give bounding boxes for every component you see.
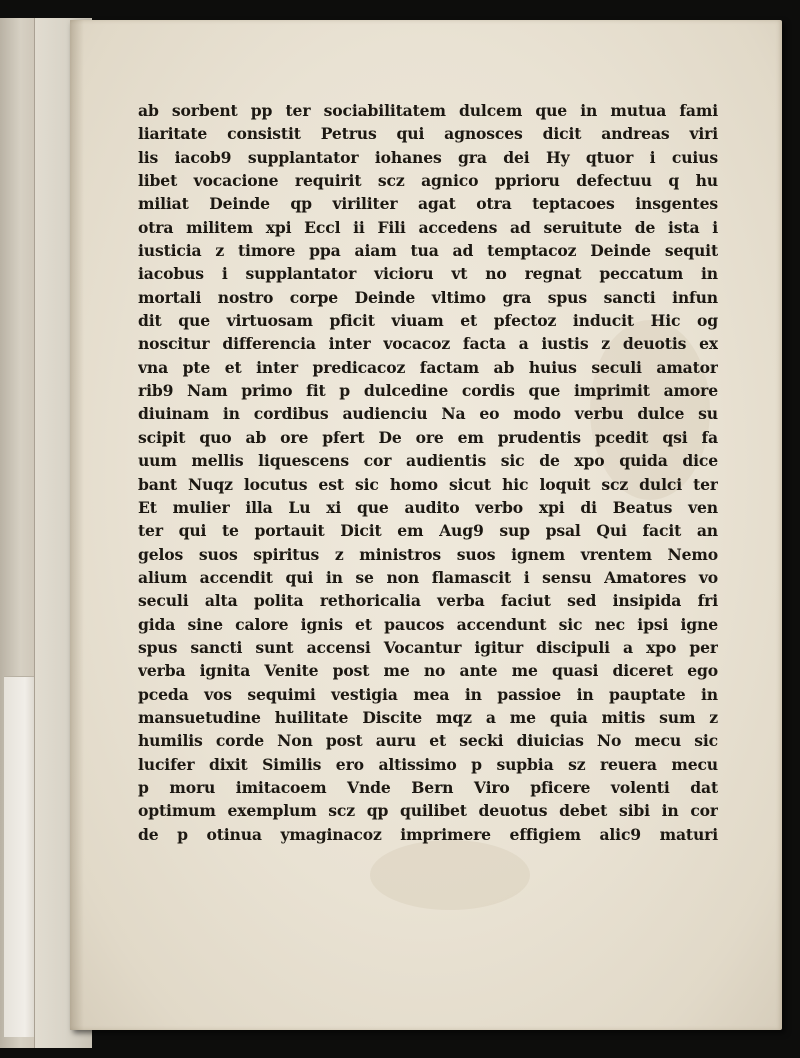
- text-line: scipit quo ab ore pfert De ore em prudentis pcedit qsi fa: [138, 427, 718, 447]
- text-column: [138, 99, 718, 846]
- text-line: bant Nuqz locutus est sic homo sicut hic loquit scz dulci ter: [138, 474, 718, 494]
- text-line: optimum exemplum scz qp quilibet deuotus debet sibi in cor: [138, 801, 718, 821]
- text-line: libet vocacione requirit scz agnico pprioru defectuu q hu: [138, 171, 718, 191]
- text-line: noscitur differencia inter vocacoz facta a iustis z deuotis ex: [138, 334, 718, 354]
- text-line: miliat Deinde qp viriliter agat otra teptacoes insgentes: [138, 194, 718, 214]
- text-line: gida sine calore ignis et paucos accendunt sic nec ipsi igne: [138, 614, 718, 634]
- text-line: humilis corde Non post auru et secki diuicias No mecu sic: [138, 731, 718, 751]
- paper-stain: [370, 840, 530, 910]
- text-line: iacobus i supplantator vicioru vt no regnat peccatum in: [138, 264, 718, 284]
- text-line: diuinam in cordibus audienciu Na eo modo verbu dulce su: [138, 404, 718, 424]
- text-line: seculi alta polita rethoricalia verba faciut sed insipida fri: [138, 591, 718, 611]
- text-line: de p otinua ymaginacoz imprimere effigiem alic9 maturi: [138, 824, 718, 844]
- text-line: dit que virtuosam pficit viuam et pfectoz inducit Hic og: [138, 311, 718, 331]
- text-line: alium accendit qui in se non flamascit i sensu Amatores vo: [138, 567, 718, 587]
- text-line: lis iacob9 supplantator iohanes gra dei Hy qtuor i cuius: [138, 147, 718, 167]
- text-line: pceda vos sequimi vestigia mea in passioe in pauptate in: [138, 684, 718, 704]
- text-line: mansuetudine huilitate Discite mqz a me quia mitis sum z: [138, 707, 718, 727]
- text-line: ab sorbent pp ter sociabilitatem dulcem que in mutua fami: [138, 101, 718, 120]
- text-line: Et mulier illa Lu xi que audito verbo xpi di Beatus ven: [138, 497, 718, 517]
- text-line: liaritate consistit Petrus qui agnosces dicit andreas viri: [138, 124, 718, 144]
- text-line: verba ignita Venite post me no ante me quasi diceret ego: [138, 661, 718, 681]
- text-line: mortali nostro corpe Deinde vltimo gra spus sancti infun: [138, 287, 718, 307]
- text-line: otra militem xpi Eccl ii Fili accedens ad seruitute de ista i: [138, 217, 718, 237]
- text-line: rib9 Nam primo fit p dulcedine cordis que imprimit amore: [138, 381, 718, 401]
- text-line: uum mellis liquescens cor audientis sic de xpo quida dice: [138, 451, 718, 471]
- text-line: spus sancti sunt accensi Vocantur igitur discipuli a xpo per: [138, 637, 718, 657]
- text-line: p moru imitacoem Vnde Bern Viro pficere volenti dat: [138, 777, 718, 797]
- text-line: lucifer dixit Similis ero altissimo p supbia sz reuera mecu: [138, 754, 718, 774]
- page-gutter-shadow: [70, 20, 84, 1030]
- printed-page: [70, 20, 782, 1030]
- text-line: vna pte et inter predicacoz factam ab huius seculi amator: [138, 357, 718, 377]
- text-line: gelos suos spiritus z ministros suos ignem vrentem Nemo: [138, 544, 718, 564]
- text-line: ter qui te portauit Dicit em Aug9 sup psal Qui facit an: [138, 521, 718, 541]
- text-line: iusticia z timore ppa aiam tua ad temptacoz Deinde sequit: [138, 241, 718, 261]
- paper-guard-strip: [4, 676, 34, 1037]
